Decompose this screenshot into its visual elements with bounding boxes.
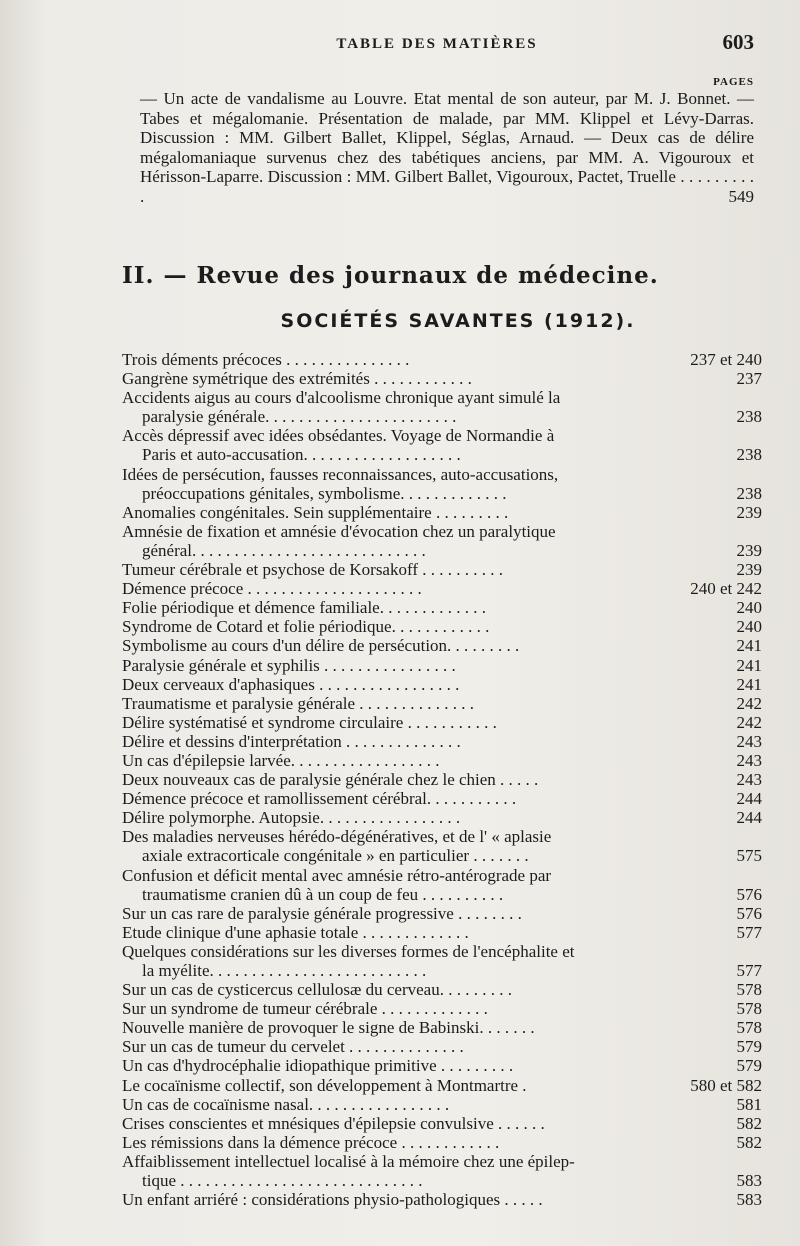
toc-entry-title: Confusion et déficit mental avec amnésie rétro-antérograde par: [122, 865, 552, 885]
toc-entry-title: Un cas d'épilepsie larvée. . . . . . . . . . . . . . . . . .: [122, 750, 440, 770]
toc-entry-page: 576: [736, 884, 762, 904]
intro-text: — Un acte de vandalisme au Louvre. Etat mental de son auteur, par M. J. Bonnet. — Tabes et mégalomanie. Présentation de malade, par MM. Klippel et Lévy-Darras. Discussion : MM. Gilbert Ballet, Klippel, Séglas, Arnaud. — Deux cas de délire mégalomaniaque survenus chez des tabétiques anciens, par MM. A. Vigouroux et Hérisson-Laparre. Discussion : MM. Gilbert Ballet, Vigouroux, Pactet, Truelle . . . . . . . . . .: [140, 89, 754, 206]
toc-entry-page: 575: [736, 846, 762, 866]
toc-entry: [122, 1114, 762, 1133]
toc-entry-page: 577: [736, 961, 762, 980]
toc-entry-title: Un enfant arriéré : considérations physio-pathologiques . . . . .: [122, 1190, 543, 1210]
toc-entry-page: 240 et 242: [690, 579, 762, 599]
toc-entry-page: 238: [736, 445, 762, 465]
toc-entry-title: Traumatisme et paralysie générale . . . . . . . . . . . . . .: [122, 693, 475, 713]
toc-entry-title: Affaiblissement intellectuel localisé à la mémoire chez une épilep-: [122, 1151, 575, 1171]
toc-entry-page: 243: [736, 770, 762, 790]
toc-entry-title: Démence précoce . . . . . . . . . . . . . . . . . . . . .: [122, 579, 422, 599]
toc-entry-title: Folie périodique et démence familiale. . . . . . . . . . . . .: [122, 598, 486, 618]
toc-entry-page: 576: [736, 903, 762, 923]
toc-entry: [122, 713, 762, 732]
toc-entry-continuation: Paris et auto-accusation. . . . . . . . . . . . . . . . . . .: [142, 445, 461, 465]
toc-entry-title: Sur un cas rare de paralysie générale progressive . . . . . . . .: [122, 903, 522, 923]
toc-entry: [122, 980, 762, 999]
toc-entry: [122, 999, 762, 1018]
toc-entry-continuation: tique . . . . . . . . . . . . . . . . . . . . . . . . . . . . .: [142, 1171, 423, 1191]
toc-entry-title: Quelques considérations sur les diverses formes de l'encéphalite et: [122, 941, 575, 961]
toc-entry-page: 582: [736, 1132, 762, 1152]
toc-entry: [122, 827, 762, 865]
toc-entry-title: Accidents aigus au cours d'alcoolisme chronique ayant simulé la: [122, 388, 561, 408]
toc-entry: [122, 579, 762, 598]
toc-entry: [122, 656, 762, 675]
toc-entry-title: Idées de persécution, fausses reconnaissances, auto-accusations,: [122, 464, 559, 484]
toc-entry-title: Délire polymorphe. Autopsie. . . . . . . . . . . . . . . . .: [122, 808, 461, 828]
toc-entry: [122, 388, 762, 426]
toc-entry-title: Sur un cas de cysticercus cellulosæ du cerveau. . . . . . . . .: [122, 980, 512, 1000]
toc-entry-page: 239: [736, 502, 762, 522]
toc-entry-page: 239: [736, 560, 762, 580]
toc-entry-title: Amnésie de fixation et amnésie d'évocation chez un paralytique: [122, 521, 556, 541]
toc-entry-title: Délire systématisé et syndrome circulaire . . . . . . . . . . .: [122, 712, 497, 732]
toc-entry-title: Syndrome de Cotard et folie périodique. . . . . . . . . . . .: [122, 617, 490, 637]
toc-entry-page: 238: [736, 483, 762, 503]
toc-entry-title: Etude clinique d'une aphasie totale . . . . . . . . . . . . .: [122, 922, 469, 942]
toc-entry-page: 582: [736, 1113, 762, 1133]
toc-entry: [122, 770, 762, 789]
toc-entry-page: 237: [736, 369, 762, 389]
toc-entry: [122, 1018, 762, 1037]
toc-entry: [122, 1152, 762, 1190]
toc-entry-page: 578: [736, 999, 762, 1019]
section-heading: II. — Revue des journaux de médecine.: [122, 262, 659, 289]
toc-entry-page: 242: [736, 693, 762, 713]
toc-entry: [122, 350, 762, 369]
toc-entry: [122, 904, 762, 923]
toc-entry-page: 583: [736, 1171, 762, 1191]
toc-entry: [122, 636, 762, 655]
running-head: [120, 30, 754, 58]
toc-entry-page: 244: [736, 789, 762, 809]
toc-entry: [122, 1037, 762, 1056]
toc-entry: [122, 866, 762, 904]
toc-entry: [122, 808, 762, 827]
section-subheading: SOCIÉTÉS SAVANTES (1912).: [280, 310, 636, 332]
toc-entry: [122, 1095, 762, 1114]
toc-entry-title: Sur un syndrome de tumeur cérébrale . . . . . . . . . . . . .: [122, 999, 488, 1019]
toc-entry: [122, 789, 762, 808]
toc-entry-page: 243: [736, 731, 762, 751]
toc-entry-continuation: paralysie générale. . . . . . . . . . . . . . . . . . . . . . .: [142, 407, 457, 427]
toc-entry-page: 240: [736, 617, 762, 637]
pages-column-label: PAGES: [713, 76, 754, 88]
toc-entry-page: 243: [736, 750, 762, 770]
toc-entry-title: Des maladies nerveuses hérédo-dégénératives, et de l' « aplasie: [122, 827, 552, 847]
toc-entry-page: 581: [736, 1094, 762, 1114]
toc-entry-title: Les rémissions dans la démence précoce . . . . . . . . . . . .: [122, 1132, 500, 1152]
toc-entry-page: 239: [736, 540, 762, 560]
toc-entry-title: Paralysie générale et syphilis . . . . . . . . . . . . . . . .: [122, 655, 456, 675]
toc-entry-page: 577: [736, 922, 762, 942]
toc-entry: [122, 598, 762, 617]
toc-entry-title: Crises conscientes et mnésiques d'épilepsie convulsive . . . . . .: [122, 1113, 545, 1133]
intro-page: 549: [728, 186, 754, 206]
toc-entry-title: Délire et dessins d'interprétation . . . . . . . . . . . . . .: [122, 731, 461, 751]
toc-entry-title: Deux cerveaux d'aphasiques . . . . . . . . . . . . . . . . .: [122, 674, 460, 694]
toc-entry-page: 578: [736, 980, 762, 1000]
toc-entry-title: Un cas de cocaïnisme nasal. . . . . . . . . . . . . . . . .: [122, 1094, 450, 1114]
toc-entry-page: 237 et 240: [690, 350, 762, 369]
toc-entry-continuation: axiale extracorticale congénitale » en particulier . . . . . . .: [142, 846, 529, 866]
toc-entry-title: Démence précoce et ramollissement cérébral. . . . . . . . . . .: [122, 789, 517, 809]
toc-entry: [122, 1056, 762, 1075]
toc-entry-continuation: préoccupations génitales, symbolisme. . . . . . . . . . . . .: [142, 483, 507, 503]
toc-entry-title: Deux nouveaux cas de paralysie générale chez le chien . . . . .: [122, 770, 539, 790]
toc-entry: [122, 522, 762, 560]
toc-entry: [122, 694, 762, 713]
toc-entry-page: 244: [736, 808, 762, 828]
toc-entry-page: 242: [736, 712, 762, 732]
toc-entry-page: 241: [736, 674, 762, 694]
toc-entry-continuation: traumatisme cranien dû à un coup de feu . . . . . . . . . .: [142, 884, 504, 904]
toc-entry-page: 240: [736, 598, 762, 618]
toc-entry-page: 238: [736, 407, 762, 427]
toc-entry: [122, 923, 762, 942]
toc-entry-page: 579: [736, 1056, 762, 1076]
toc-entry-continuation: général. . . . . . . . . . . . . . . . . . . . . . . . . . . .: [142, 540, 426, 560]
toc-entry-title: Tumeur cérébrale et psychose de Korsakoff . . . . . . . . . .: [122, 560, 503, 580]
toc-entry-title: Sur un cas de tumeur du cervelet . . . . . . . . . . . . . .: [122, 1037, 464, 1057]
toc-entry-title: Accès dépressif avec idées obsédantes. Voyage de Normandie à: [122, 426, 555, 446]
toc-entry: [122, 1190, 762, 1209]
toc-entry-page: 241: [736, 655, 762, 675]
toc-entry-title: Gangrène symétrique des extrémités . . . . . . . . . . . .: [122, 369, 472, 389]
toc-entry-title: Nouvelle manière de provoquer le signe de Babinski. . . . . . .: [122, 1018, 535, 1038]
toc-entry-page: 579: [736, 1037, 762, 1057]
toc-entry: [122, 426, 762, 464]
toc-entry: [122, 560, 762, 579]
toc-entry: [122, 617, 762, 636]
toc-entry: [122, 942, 762, 980]
toc-entry-continuation: la myélite. . . . . . . . . . . . . . . . . . . . . . . . . .: [142, 961, 427, 980]
toc-entry-title: Le cocaïnisme collectif, son développement à Montmartre .: [122, 1075, 527, 1095]
toc-entry: [122, 1076, 762, 1095]
toc-entry-title: Anomalies congénitales. Sein supplémentaire . . . . . . . . .: [122, 502, 509, 522]
toc-entry-page: 578: [736, 1018, 762, 1038]
toc-entry-page: 241: [736, 636, 762, 656]
toc-entry-title: Symbolisme au cours d'un délire de persécution. . . . . . . . .: [122, 636, 520, 656]
running-title: TABLE DES MATIÈRES: [336, 36, 538, 52]
toc-entry: [122, 751, 762, 770]
intro-paragraph: [140, 89, 754, 206]
toc-entry: [122, 675, 762, 694]
toc-entry: [122, 1133, 762, 1152]
toc-entry: [122, 369, 762, 388]
toc-entry: [122, 503, 762, 522]
toc-entry: [122, 732, 762, 751]
toc-entry-page: 583: [736, 1190, 762, 1210]
toc-entry: [122, 465, 762, 503]
toc-entry-title: Un cas d'hydrocéphalie idiopathique primitive . . . . . . . . .: [122, 1056, 514, 1076]
toc-entries-list: [122, 350, 762, 1209]
toc-entry-title: Trois déments précoces . . . . . . . . . . . . . . .: [122, 350, 410, 369]
toc-entry-page: 580 et 582: [690, 1075, 762, 1095]
page-number: 603: [722, 30, 754, 54]
